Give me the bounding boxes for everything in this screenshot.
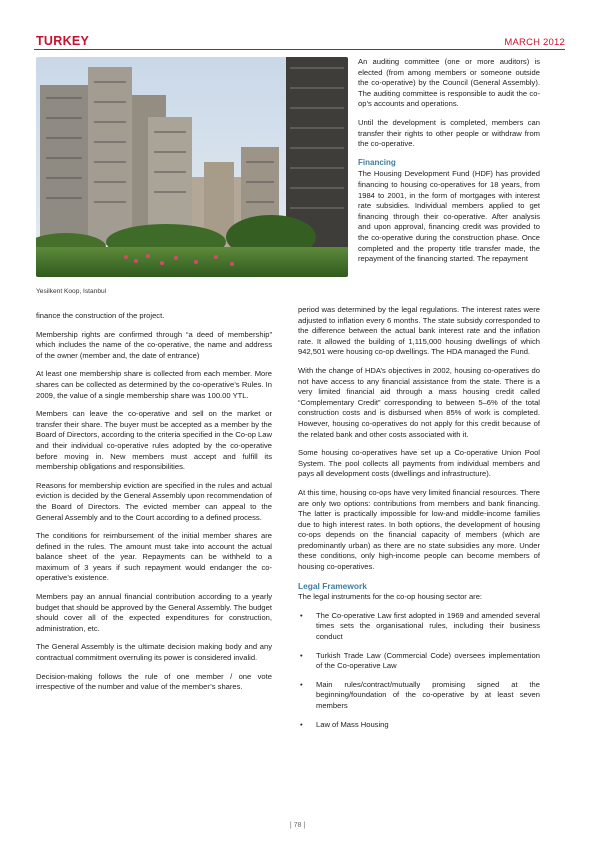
- paragraph: Some housing co-operatives have set up a Co-operative Union Pool System. The pool collects all payments from individual members and pays all development costs (dwellings and infrastructure).: [298, 448, 540, 479]
- apartment-towers-photo: [36, 57, 348, 277]
- paragraph: Decision-making follows the rule of one member / one vote irrespective of the number and value of the member’s shares.: [36, 671, 272, 692]
- list-item: • The Co-operative Law first adopted in 1969 and amended several times sets the organisational rules, including their business conduct: [298, 611, 540, 643]
- right-top-column: [358, 57, 540, 273]
- paragraph: Reasons for membership eviction are specified in the rules and actual eviction is decided by the General Assembly upon recommendation of the Board of Directors. The evicted member can appeal to the General Assembly and to the Court according to a defined process.: [36, 480, 272, 522]
- paragraph: The Housing Development Fund (HDF) has provided financing to housing co-operatives for 18 years, from 1984 to 2001, in the form of mortgages with interest rate subsidies. Individual members applied to get financing through their co-operative. After analysis and upon approval, financing credit was provided to the co-operative during the construction phase. Once completed and the property title transfer made, the repayment of the financing started. The repayment: [358, 169, 540, 264]
- photo-caption: Yesilkent Koop, Istanbul: [36, 288, 107, 295]
- paragraph: Membership rights are confirmed through “a deed of membership” which includes the name of the co-operative, the name and address of the owner (member and, the date of entrance): [36, 329, 272, 360]
- legal-instruments-list: [298, 611, 540, 730]
- paragraph: The legal instruments for the co-op housing sector are:: [298, 592, 483, 602]
- header-rule: [34, 49, 565, 50]
- paragraph: With the change of HDA’s objectives in 2002, housing co-operatives do not have access to any financial assistance from the state. There is a very limited financial aid through a mass housing credit called “Complementary Credit” corresponding to between 5–6% of the total construction costs and is disbursed when 85% of work is completed. However, housing co-operatives do not apply for this credit because of the related bank and other costs associated with it.: [298, 365, 540, 439]
- legal-framework-heading: Legal Framework: [298, 580, 367, 591]
- paragraph: finance the construction of the project.: [36, 311, 165, 320]
- paragraph: Members can leave the co-operative and sell on the market or transfer their share. The buyer must be accepted as a member by the Board of Directors, according to the criteria specified in the Co-op Law and their individual co-operative rules adopted by the co-operative before moving in. New members must accept and fulfill its membership obligations and responsibilities.: [36, 409, 272, 472]
- paragraph: Members pay an annual financial contribution according to a yearly budget that should be approved by the General Assembly. The budget should cover all of the expected expenditures for construction, administration, etc.: [36, 592, 272, 633]
- paragraph: At this time, housing co-ops have very limited financial resources. There are only two options: contributions from members and bank financing. The latter is practically impossible for low-and middle-income families due to high interest rates. In both options, the development of housing co-ops depends on the financial capacity of members (which are predominantly urban) as there are no state subsidies any more. Under these conditions, only high-income people can become members of housing co-operatives.: [298, 487, 540, 572]
- paragraph: At least one membership share is collected from each member. More shares can be collected as determined by the co-operative’s Rules. In 2009, the value of a single membership share was 100.00 YTL.: [36, 369, 272, 400]
- paragraph: Until the development is completed, members can transfer their rights to other people or withdraw from the co-operative.: [358, 117, 540, 149]
- country-title: TURKEY: [36, 34, 90, 48]
- page-number: | 78 |: [289, 822, 306, 829]
- paragraph: period was determined by the legal regulations. The interest rates were adjusted to inflation every 6 months. The state subsidy corresponded to the difference between the actual bank interest rate and the inflation rate. It allowed the building of 1,115,000 housing dwellings of which 942,501 were housing co-op dwellings. The HDA managed the Fund.: [298, 305, 540, 357]
- list-item: • Turkish Trade Law (Commercial Code) oversees implementation of the Co-operative Law: [298, 651, 540, 672]
- financing-heading: Financing: [358, 157, 396, 167]
- paragraph: An auditing committee (one or more auditors) is elected (from among members or someone outside the co-operative) by the Council (General Assembly). The auditing committee is responsible to audit the co-op’s accounts and operations.: [358, 57, 540, 109]
- issue-date: MARCH 2012: [504, 37, 565, 48]
- right-column: [298, 305, 540, 738]
- left-column: [36, 311, 272, 701]
- paragraph: The conditions for reimbursement of the initial member shares are defined in the rules. The amount must take into account the actual balance sheet of the year. Repayments can be withheld to a maximum of 3 years if such repayment would endanger the co-operative’s existence.: [36, 531, 272, 583]
- list-item: • Law of Mass Housing: [298, 720, 540, 731]
- paragraph: The General Assembly is the ultimate decision making body and any contractual commitment overruling its power is considered invalid.: [36, 642, 272, 663]
- list-item: • Main rules/contract/mutually promising signed at the beginning/foundation of the co-operative by at least seven members: [298, 680, 540, 712]
